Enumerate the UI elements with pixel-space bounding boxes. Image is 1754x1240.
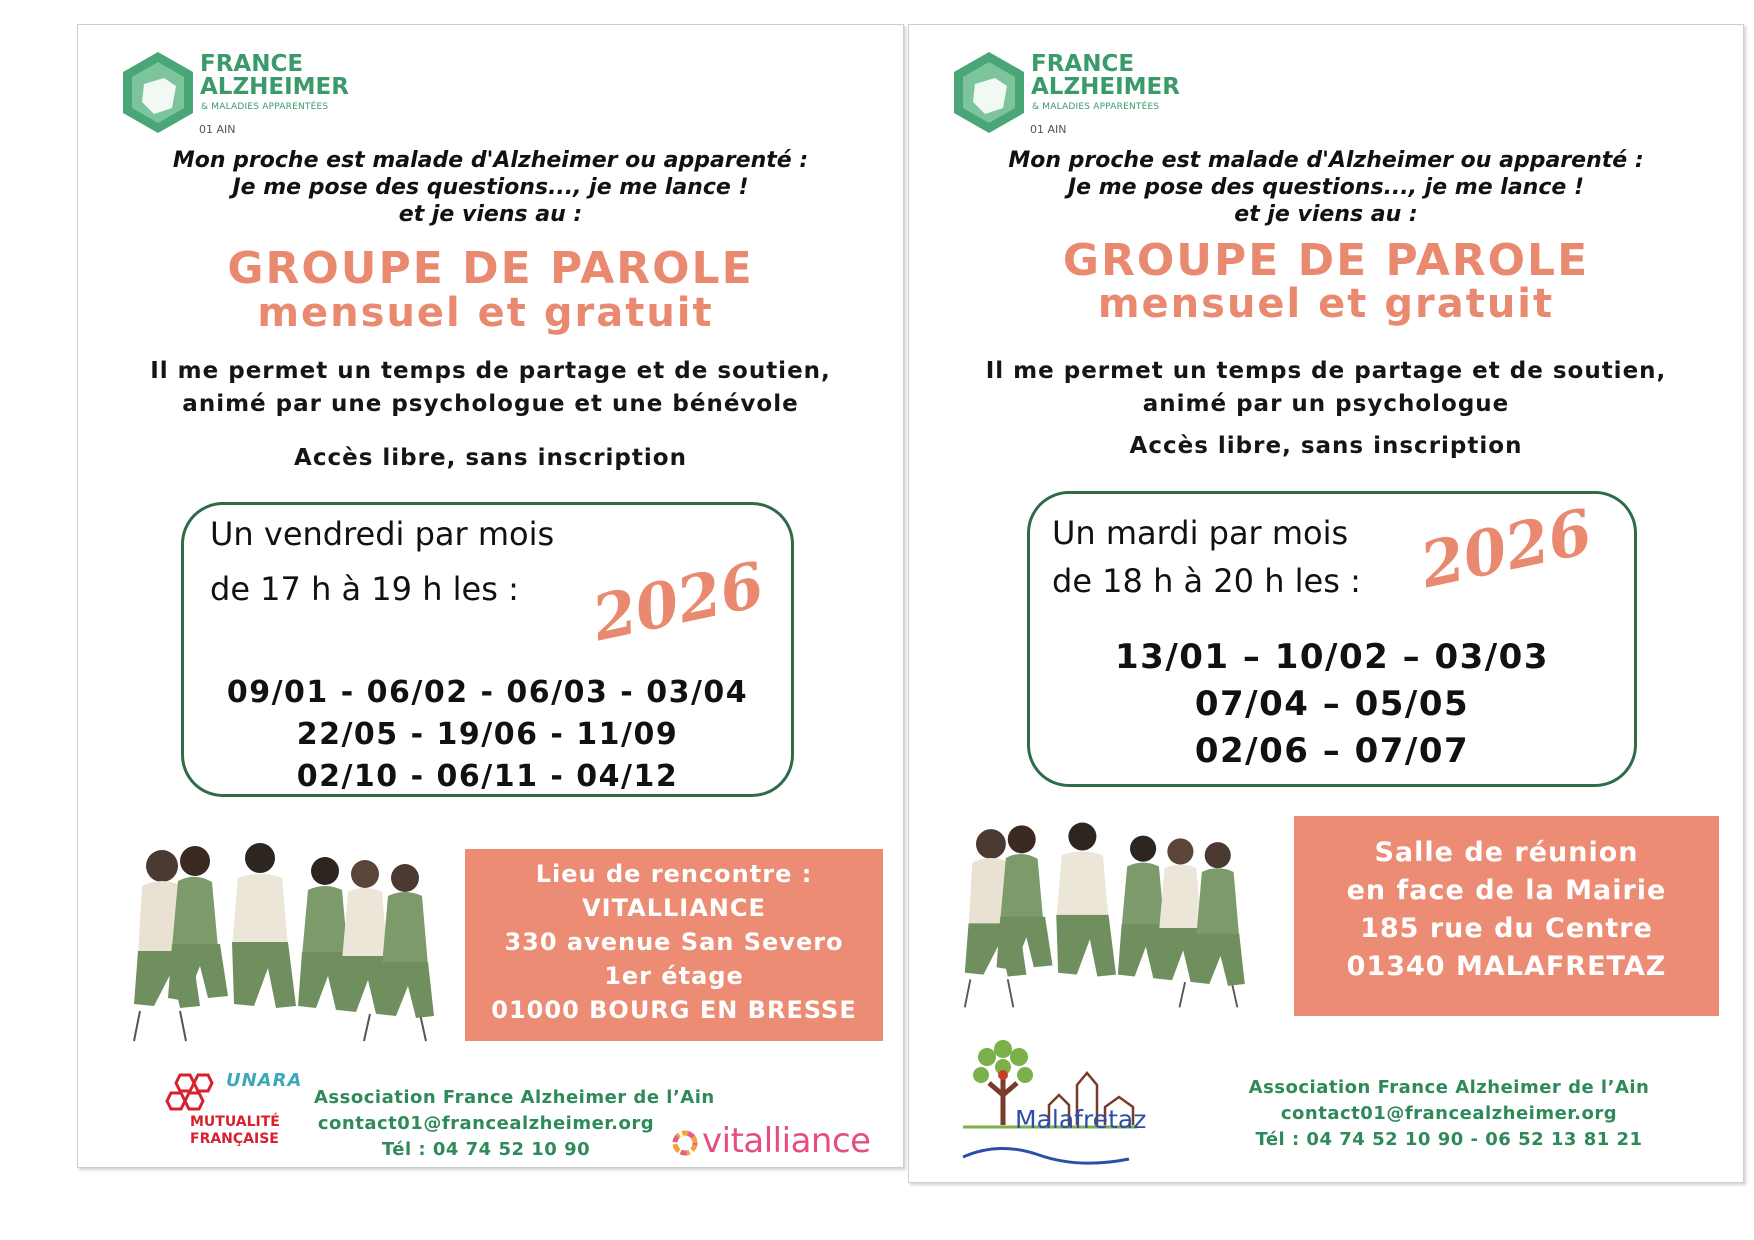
france-alzheimer-logo-icon — [120, 50, 196, 135]
description-line: animé par une psychologue et une bénévole — [182, 391, 799, 417]
malafretaz-tree-icon — [959, 1035, 1149, 1170]
venue-line: en face de la Mairie — [1346, 875, 1667, 906]
footer-line: Association France Alzheimer de l’Ain — [314, 1087, 715, 1108]
france-alzheimer-logo-icon — [951, 50, 1027, 135]
intro-text — [909, 147, 1743, 228]
venue-line: 185 rue du Centre — [1360, 913, 1653, 944]
schedule-box — [181, 502, 794, 797]
description — [909, 355, 1743, 421]
logo-line-maladies: & MALADIES APPARENTÉES — [201, 102, 329, 112]
title-mensuel-gratuit: mensuel et gratuit — [257, 290, 714, 336]
footer-line: contact01@francealzheimer.org — [317, 1113, 655, 1134]
schedule-frequency: Un mardi par mois — [1052, 514, 1349, 552]
poster-malafretaz — [908, 24, 1744, 1183]
malafretaz-label: Malafretaz — [1015, 1105, 1147, 1134]
description-line: Il me permet un temps de partage et de soutien, — [150, 358, 831, 384]
venue-line: Salle de réunion — [1374, 837, 1639, 868]
venue-line: VITALLIANCE — [582, 894, 766, 922]
venue-line: 330 avenue San Severo — [504, 928, 844, 956]
dates-line: 13/01 – 10/02 – 03/03 — [1115, 637, 1549, 677]
mutualite-label: MUTUALITÉ — [190, 1114, 280, 1130]
schedule-frequency: Un vendredi par mois — [210, 515, 555, 553]
dates-line: 22/05 - 19/06 - 11/09 — [296, 717, 679, 752]
mutualite-honeycomb-icon — [164, 1073, 218, 1117]
dates-line: 07/04 – 05/05 — [1194, 684, 1470, 724]
logo-dept: 01 AIN — [1030, 123, 1067, 136]
schedule-dates — [184, 672, 791, 798]
access-text: Accès libre, sans inscription — [1129, 433, 1523, 459]
footer-contact — [314, 1085, 715, 1163]
intro-text — [78, 147, 903, 228]
unara-label: UNARA — [226, 1070, 303, 1091]
support-group-illustration — [120, 836, 442, 1046]
venue-box — [465, 849, 883, 1041]
vitalliance-label: vitalliance — [702, 1121, 871, 1161]
footer-line: Tél : 04 74 52 10 90 — [381, 1139, 591, 1160]
footer-line: Association France Alzheimer de l’Ain — [1248, 1077, 1650, 1098]
description — [78, 355, 903, 421]
title-mensuel-gratuit: mensuel et gratuit — [1097, 281, 1555, 327]
schedule-box — [1027, 491, 1637, 787]
poster-bourg — [77, 24, 904, 1168]
vitalliance-ring-icon — [670, 1128, 700, 1158]
intro-line: Mon proche est malade d'Alzheimer ou apparenté : — [172, 148, 809, 173]
logo-line-maladies: & MALADIES APPARENTÉES — [1032, 102, 1160, 112]
venue-line: 01340 MALAFRETAZ — [1346, 951, 1667, 982]
francaise-label: FRANÇAISE — [190, 1131, 279, 1147]
venue-box — [1294, 816, 1719, 1016]
dates-line: 02/06 – 07/07 — [1194, 731, 1470, 771]
title-groupe-de-parole: GROUPE DE PAROLE — [1062, 235, 1590, 286]
intro-line: Je me pose des questions..., je me lance ! — [232, 175, 749, 200]
dates-line: 02/10 - 06/11 - 04/12 — [296, 759, 679, 794]
schedule-hours: de 17 h à 19 h les : — [210, 570, 519, 608]
logo-line-france: FRANCE — [1031, 51, 1135, 77]
description-line: Il me permet un temps de partage et de soutien, — [985, 358, 1667, 384]
intro-line: et je viens au : — [1234, 202, 1418, 227]
schedule-dates — [1030, 634, 1634, 775]
description-line: animé par un psychologue — [1142, 391, 1510, 417]
logo-line-france: FRANCE — [200, 51, 304, 77]
intro-line: et je viens au : — [398, 202, 583, 227]
venue-line: 01000 BOURG EN BRESSE — [491, 996, 857, 1024]
access-text: Accès libre, sans inscription — [294, 445, 687, 471]
logo-line-alzheimer: ALZHEIMER — [200, 74, 349, 100]
dates-line: 09/01 - 06/02 - 06/03 - 03/04 — [226, 675, 749, 710]
venue-line: 1er étage — [604, 962, 744, 990]
footer-contact — [1243, 1075, 1655, 1153]
footer-line: Tél : 04 74 52 10 90 - 06 52 13 81 21 — [1255, 1129, 1643, 1150]
venue-line: Lieu de rencontre : — [535, 860, 813, 888]
support-group-illustration — [951, 816, 1253, 1012]
year-2026: 2026 — [586, 547, 771, 656]
logo-dept: 01 AIN — [199, 123, 236, 136]
title-groupe-de-parole: GROUPE DE PAROLE — [227, 243, 754, 294]
intro-line: Je me pose des questions..., je me lance ! — [1067, 175, 1584, 200]
footer-line: contact01@francealzheimer.org — [1280, 1103, 1618, 1124]
logo-line-alzheimer: ALZHEIMER — [1031, 74, 1180, 100]
intro-line: Mon proche est malade d'Alzheimer ou apparenté : — [1008, 148, 1644, 173]
schedule-hours: de 18 h à 20 h les : — [1052, 562, 1361, 600]
year-2026: 2026 — [1414, 494, 1599, 603]
